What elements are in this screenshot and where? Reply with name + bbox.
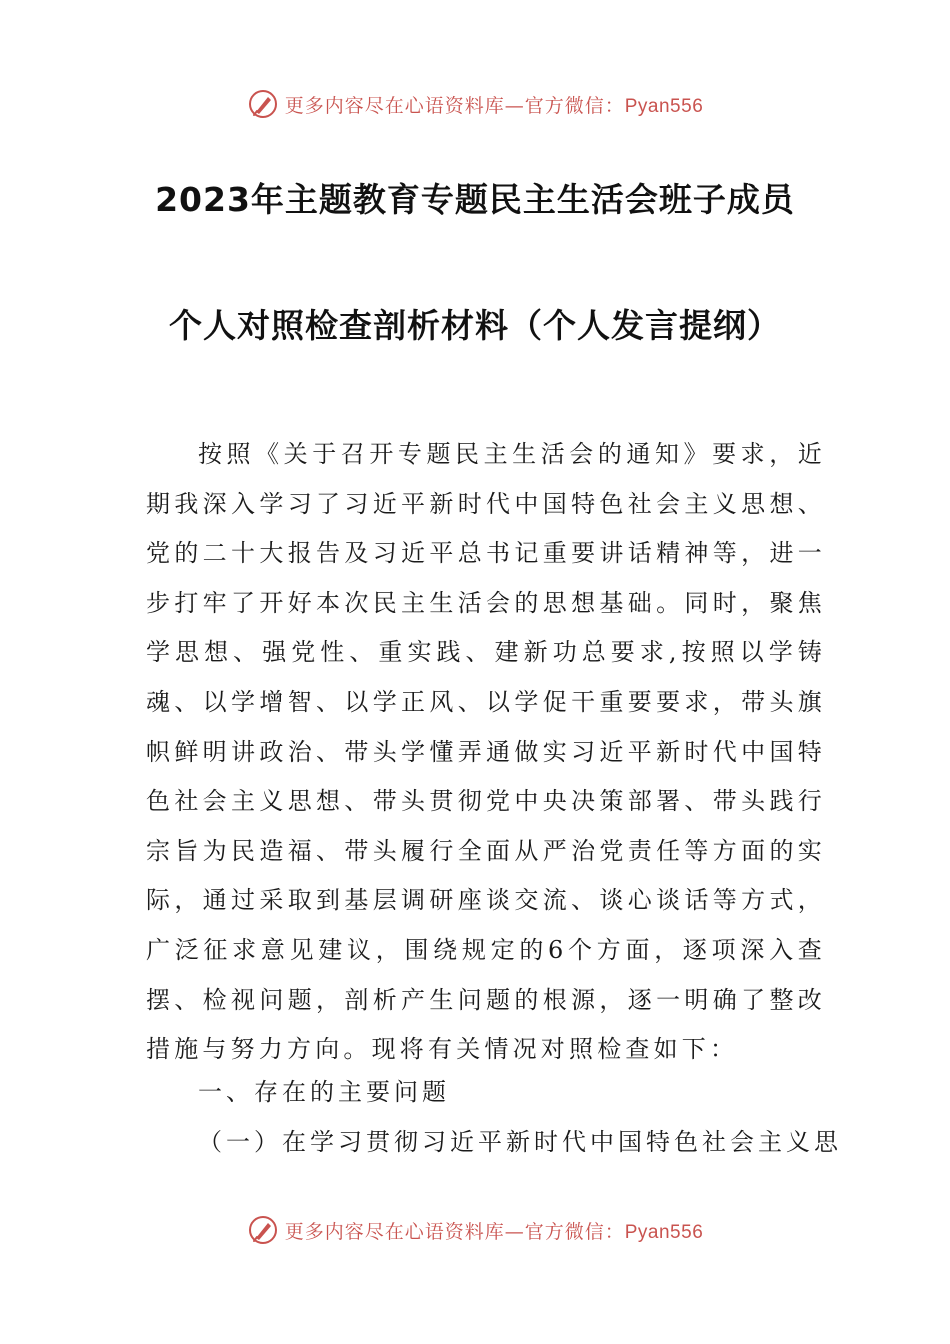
watermark-label: 更多内容尽在心语资料库—官方微信：: [284, 94, 625, 117]
watermark-text: [285, 1217, 704, 1244]
quill-logo-icon: [247, 88, 279, 120]
quill-logo-icon: [247, 1214, 279, 1246]
wechat-id: Pyan556: [624, 95, 704, 117]
subsection-heading: （一）在学习贯彻习近平新时代中国特色社会主义思: [198, 1128, 842, 1156]
watermark-footer: [0, 1210, 950, 1250]
watermark-header: [0, 84, 950, 124]
body-section: [146, 430, 826, 1075]
document-title-line-2: 个人对照检查剖析材料（个人发言提纲）: [169, 306, 781, 345]
section-heading: 一、存在的主要问题: [198, 1078, 450, 1106]
wechat-id: Pyan556: [624, 1221, 704, 1243]
watermark-text: [285, 91, 704, 118]
document-title-line-1: 2023年主题教育专题民主生活会班子成员: [155, 180, 795, 219]
intro-paragraph: 按照《关于召开专题民主生活会的通知》要求，近期我深入学习了习近平新时代中国特色社会主义思想、党的二十大报告及习近平总书记重要讲话精神等，进一步打牢了开好本次民主生活会的思想基础。同时，聚焦学思想、强党性、重实践、建新功总要求,按照以学铸魂、以学增智、以学正风、以学促干重要要求，带头旗帜鲜明讲政治、带头学懂弄通做实习近平新时代中国特色社会主义思想、带头贯彻党中央决策部署、带头践行宗旨为民造福、带头履行全面从严治党责任等方面的实际，通过采取到基层调研座谈交流、谈心谈话等方式，广泛征求意见建议，围绕规定的6个方面，逐项深入查摆、检视问题，剖析产生问题的根源，逐一明确了整改措施与努力方向。现将有关情况对照检查如下：: [146, 440, 826, 1064]
watermark-label: 更多内容尽在心语资料库—官方微信：: [284, 1220, 625, 1243]
